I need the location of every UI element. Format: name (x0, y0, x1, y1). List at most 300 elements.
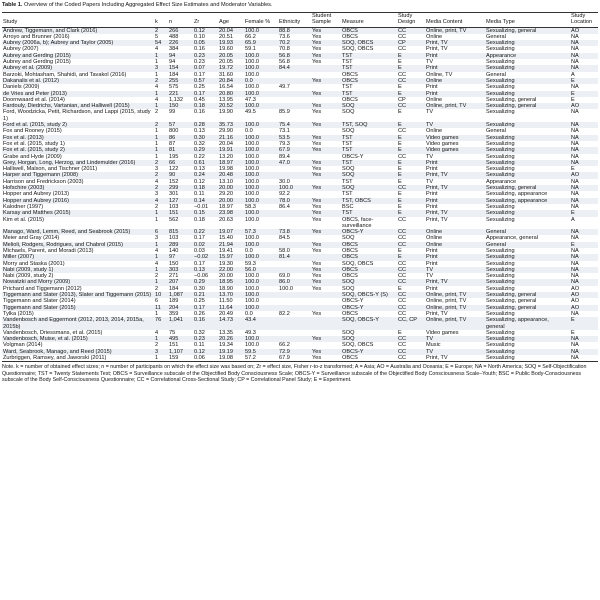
table-cell: 0.16 (193, 109, 218, 122)
table-cell: 70.8 (278, 46, 311, 52)
table-cell: NA (570, 34, 598, 40)
table-cell: 2 (154, 342, 168, 348)
table-cell: OBCS-Y (341, 349, 397, 355)
table-cell: 49.3 (244, 330, 278, 336)
table-cell: Fox et al. (2013) (2, 135, 154, 141)
column-header: Age (218, 13, 244, 28)
table-cell: 47.0 (278, 160, 311, 166)
table-cell: 85.9 (278, 109, 311, 122)
table-cell: Online, print, TV (425, 103, 485, 109)
table-cell: CC (397, 185, 425, 191)
table-cell: Karsay and Matthes (2015) (2, 210, 154, 216)
table-cell: 152 (168, 179, 193, 185)
table-cell: E (570, 242, 598, 248)
table-cell: 13.35 (218, 330, 244, 336)
table-cell: E (397, 109, 425, 122)
table-cell: 299 (168, 185, 193, 191)
table-cell: 0.17 (193, 261, 218, 267)
table-cell: 100.0 (244, 185, 278, 191)
table-cell: NA (570, 248, 598, 254)
table-cell: 151 (168, 210, 193, 216)
table-cell: 127 (168, 198, 193, 204)
table-cell: 1 (154, 154, 168, 160)
table-cell: Yes (311, 217, 341, 230)
table-cell: 100.0 (244, 103, 278, 109)
table-cell: E (397, 191, 425, 197)
table-cell: Ward, Seabrook, Manago, and Reed (2015) (2, 349, 154, 355)
table-cell: Yes (311, 229, 341, 235)
table-cell: TV (425, 267, 485, 273)
table-cell: 0.26 (193, 311, 218, 317)
table-cell: OBCS-Y (341, 154, 397, 160)
table-note: Note. k = number of obtained effect sizes; n = number of participants on which the effect size was based on; Zr = effect size, Fisher r-to-z transformed; A = Asia; AO = Australia and Oceania; E = Europe; NA = North America; SOQ = Self-Objectification Questionnaire; TST = Twenty Statements Test; OBCS = Surveillance subscale of the Objectified Body Consciousness Scale; OBCS-Y = Surveillance subscale of the Objectified Body Consciousness Scale–Youth; BSC = Public Body-Consciousness subscale of the Body Self-Consciousness Questionnaire; CC = Correlational Cross-Sectional Study; CP = Correlational Panel Study; E = Experiment. (2, 364, 587, 384)
table-cell: OBCS (341, 97, 397, 103)
table-cell: 19.60 (218, 46, 244, 52)
table-cell: Hopper and Aubrey (2016) (2, 198, 154, 204)
table-cell: 19.34 (218, 342, 244, 348)
table-cell: Print (425, 254, 485, 260)
table-cell: 67.9 (278, 355, 311, 362)
table-cell: 57 (168, 122, 193, 128)
table-cell: 2 (154, 160, 168, 166)
table-cell: 86 (168, 135, 193, 141)
table-cell: 2 (154, 172, 168, 178)
table-cell: 56.0 (244, 267, 278, 273)
table-cell: 20.00 (218, 185, 244, 191)
table-cell: 151 (168, 342, 193, 348)
table-cell: OBCS (341, 34, 397, 40)
table-cell: TST (341, 210, 397, 216)
table-cell: 575 (168, 84, 193, 90)
table-cell: TV (425, 59, 485, 65)
table-cell: Sexualizing (485, 248, 570, 254)
table-cell: NA (570, 349, 598, 355)
table-cell: 122 (168, 166, 193, 172)
table-cell: 4 (154, 198, 168, 204)
table-cell: TST (341, 179, 397, 185)
table-cell: 4 (154, 261, 168, 267)
table-cell: 58.3 (244, 204, 278, 210)
table-cell: NA (570, 53, 598, 59)
table-cell: Barzoki, Mohtasham, Shahidi, and Tavakol (2016) (2, 72, 154, 78)
table-cell: Yes (311, 135, 341, 141)
table-cell: 94 (168, 53, 193, 59)
table-cell: 92.2 (278, 191, 311, 197)
table-cell: 0.06 (193, 355, 218, 362)
table-cell: 0.17 (193, 91, 218, 97)
table-cell: 154 (168, 65, 193, 71)
table-cell: 59.5 (244, 349, 278, 355)
table-cell: General (485, 128, 570, 134)
table-cell: 49.7 (278, 84, 311, 90)
table-cell: Video games (425, 147, 485, 153)
table-cell: Sexualizing (485, 154, 570, 160)
table-cell: SOQ, OBCS (341, 261, 397, 267)
table-cell: 29.20 (218, 191, 244, 197)
table-cell: Online (425, 235, 485, 241)
column-header: Study Location (570, 13, 598, 28)
table-cell: 2 (154, 185, 168, 191)
table-cell: 0.15 (193, 210, 218, 216)
table-cell: NA (570, 254, 598, 260)
table-cell: CC, CP (397, 317, 425, 330)
table-cell: Print (425, 160, 485, 166)
table-cell: CC (397, 349, 425, 355)
table-cell: NA (570, 179, 598, 185)
table-cell: Print (425, 84, 485, 90)
table-cell: Print, TV (425, 279, 485, 285)
table-cell: 0.24 (193, 172, 218, 178)
table-cell: 0.11 (193, 342, 218, 348)
studies-table (2, 12, 598, 362)
table-cell: E (397, 91, 425, 97)
table-cell: 0.03 (193, 248, 218, 254)
table-cell: Online (425, 97, 485, 103)
table-cell: 103 (168, 235, 193, 241)
table-cell: 67.9 (278, 147, 311, 153)
table-cell: Sexualizing, general (485, 97, 570, 103)
table-cell: 2 (154, 204, 168, 210)
table-cell: Sexualizing (485, 267, 570, 273)
table-cell: Sexualizing (485, 342, 570, 348)
table-cell: Fox et al. (2015, study 1) (2, 141, 154, 147)
table-cell: 0.16 (193, 46, 218, 52)
table-cell: CC (397, 46, 425, 52)
table-cell: 22.00 (218, 267, 244, 273)
table-cell: 20.51 (218, 34, 244, 40)
table-cell: TST (341, 84, 397, 90)
column-header: k (154, 13, 168, 28)
table-cell: 19.19 (218, 349, 244, 355)
table-cell: Online, TV (425, 72, 485, 78)
table-cell: CC (397, 229, 425, 235)
table-cell: TV (425, 122, 485, 128)
table-cell: 0.23 (193, 53, 218, 59)
table-cell: 19.72 (218, 65, 244, 71)
table-cell: E (570, 330, 598, 336)
table-cell: 73.8 (278, 229, 311, 235)
table-cell: SOQ, OBCS-Y (341, 317, 397, 330)
table-cell: Andrew, Tiggemann, and Clark (2016) (2, 27, 154, 34)
table-cell: General (485, 229, 570, 235)
table-cell: Halliwell, Malson, and Tischner (2011) (2, 166, 154, 172)
table-cell: 226 (168, 40, 193, 46)
table-cell: 0.13 (193, 166, 218, 172)
table-cell: 4 (154, 97, 168, 103)
table-cell: NA (570, 128, 598, 134)
table-cell: 0.17 (193, 235, 218, 241)
table-cell: 53.5 (278, 135, 311, 141)
table-cell: Appearance, general (485, 235, 570, 241)
table-cell: 0.22 (193, 154, 218, 160)
table-cell: Sexualizing (485, 46, 570, 52)
table-cell: 29.90 (218, 128, 244, 134)
table-cell: 73.1 (278, 128, 311, 134)
table-cell: 207 (168, 279, 193, 285)
table-cell: Vandenbosch and Eggermont (2012, 2013, 2014, 2015a, 2015b) (2, 317, 154, 330)
table-cell: 195 (168, 154, 193, 160)
table-cell: Melioli, Rodgers, Rodrigues, and Chabrol (2015) (2, 242, 154, 248)
table-cell: E (397, 141, 425, 147)
table-cell: Sexualizing (485, 279, 570, 285)
table-cell: 100.0 (244, 242, 278, 248)
table-cell: AO (570, 292, 598, 298)
table-cell: Sexualizing (485, 330, 570, 336)
table-cell: E (397, 254, 425, 260)
table-cell: 20.48 (218, 172, 244, 178)
table-cell: Yes (311, 204, 341, 210)
table-cell: SOQ (341, 286, 397, 292)
table-cell: 100.0 (244, 122, 278, 128)
table-cell: Sexualizing (485, 109, 570, 122)
table-cell: CC (397, 342, 425, 348)
table-cell: Kim et al. (2015) (2, 217, 154, 230)
table-cell: TST (341, 141, 397, 147)
column-header: Study Design (397, 13, 425, 28)
table-cell: E (397, 286, 425, 292)
table-cell: 1 (154, 141, 168, 147)
table-cell: Yes (311, 160, 341, 166)
table-cell: NA (570, 198, 598, 204)
table-cell: 100.0 (244, 135, 278, 141)
table-cell: E (397, 172, 425, 178)
table-cell: 1 (154, 128, 168, 134)
table-cell: Yes (311, 46, 341, 52)
table-cell: 100.0 (244, 179, 278, 185)
table-cell: Yes (311, 336, 341, 342)
table-cell: E (397, 198, 425, 204)
table-cell: 75 (168, 330, 193, 336)
table-cell: Print, TV (425, 46, 485, 52)
table-cell: Print (425, 198, 485, 204)
table-cell: 21.16 (218, 135, 244, 141)
table-cell: 0.18 (193, 217, 218, 230)
table-cell: E (570, 78, 598, 84)
table-cell: Sexualizing (485, 59, 570, 65)
table-cell: 66 (168, 160, 193, 166)
table-cell: 11.50 (218, 298, 244, 304)
table-cell: Sexualizing (485, 217, 570, 230)
table-cell: 1 (154, 311, 168, 317)
table-cell: NA (570, 141, 598, 147)
table-cell: 562 (168, 217, 193, 230)
table-cell: 0.12 (193, 27, 218, 34)
table-cell: NA (570, 279, 598, 285)
table-cell: CC (397, 261, 425, 267)
table-cell: 31.60 (218, 72, 244, 78)
table-cell: Yes (311, 210, 341, 216)
table-cell: 59.3 (244, 261, 278, 267)
table-cell: AO (570, 27, 598, 34)
table-cell: Aubrey and Gerding (2015) (2, 53, 154, 59)
table-cell: TST (341, 135, 397, 141)
table-cell: Grabe and Hyde (2009) (2, 154, 154, 160)
table-cell: 1 (154, 53, 168, 59)
table-cell: Print (425, 191, 485, 197)
table-cell: 18.97 (218, 160, 244, 166)
table-cell: Yes (311, 34, 341, 40)
table-cell: Appearance (485, 53, 570, 59)
table-cell: 0.14 (193, 198, 218, 204)
table-cell (278, 217, 311, 230)
table-cell: Sexualizing (485, 254, 570, 260)
table-cell: 1 (154, 210, 168, 216)
table-cell: 100.0 (244, 217, 278, 230)
table-cell: Sexualizing (485, 141, 570, 147)
table-cell: E (570, 166, 598, 172)
table-cell: 100.0 (244, 336, 278, 342)
table-cell: 100.0 (244, 292, 278, 298)
table-cell: OBCS (341, 273, 397, 279)
table-cell: 19.08 (218, 355, 244, 362)
table-cell: 189 (168, 298, 193, 304)
table-cell: SOQ (341, 172, 397, 178)
table-cell: 100.0 (244, 254, 278, 260)
table-cell: 800 (168, 128, 193, 134)
table-cell: Sexualizing (485, 204, 570, 210)
table-cell: NA (570, 235, 598, 241)
table-row (2, 27, 598, 34)
table-cell: TST (341, 91, 397, 97)
table-cell: CC (397, 242, 425, 248)
table-cell: Yes (311, 59, 341, 65)
table-cell: Fox et al. (2015, study 2) (2, 147, 154, 153)
table-cell: OBCS (341, 267, 397, 273)
table-cell: Nabi (2009, study 2) (2, 273, 154, 279)
table-cell: 59.1 (244, 46, 278, 52)
table-cell: A (570, 217, 598, 230)
table-cell: 0.17 (193, 72, 218, 78)
table-cell: E (397, 248, 425, 254)
table-cell: Sexualizing (485, 286, 570, 292)
table-cell: Yes (311, 166, 341, 172)
table-cell: 88.8 (278, 27, 311, 34)
table-cell: 0.23 (193, 59, 218, 65)
table-cell: NA (570, 122, 598, 128)
table-cell: 4 (154, 248, 168, 254)
table-cell: 19.07 (218, 229, 244, 235)
table-cell: General (485, 242, 570, 248)
table-cell: NA (570, 261, 598, 267)
table-cell: 30.0 (278, 179, 311, 185)
table-cell: Ford, Woodzicka, Petit, Richardson, and Lappi (2015, study 1) (2, 109, 154, 122)
table-cell: TV (425, 179, 485, 185)
table-cell: 57.2 (244, 355, 278, 362)
table-cell: NA (570, 336, 598, 342)
table-cell: E (397, 84, 425, 90)
table-cell: 2 (154, 27, 168, 34)
table-cell: Nabi (2009, study 1) (2, 267, 154, 273)
table-cell: Print, TV (425, 172, 485, 178)
table-cell: Sexualizing, general (485, 292, 570, 298)
table-cell: Print (425, 65, 485, 71)
table-cell: 13.95 (218, 97, 244, 103)
table-cell: CC (397, 235, 425, 241)
table-cell: CC (397, 78, 425, 84)
table-cell: NA (570, 109, 598, 122)
table-cell: Yes (311, 273, 341, 279)
table-cell: 0.16 (193, 317, 218, 330)
table-cell: Manago, Ward, Lemm, Reed, and Seabrook (2015) (2, 229, 154, 235)
table-cell: NA (570, 135, 598, 141)
table-cell: 1 (154, 147, 168, 153)
table-cell: Michaels, Parent, and Moradi (2013) (2, 248, 154, 254)
table-cell: Daniels (2009) (2, 84, 154, 90)
column-header: n (168, 13, 193, 28)
table-cell: Online, print, TV (425, 27, 485, 34)
table-cell: E (397, 65, 425, 71)
table-cell: TST (341, 65, 397, 71)
table-cell: General (485, 34, 570, 40)
table-cell: Online, print, TV (425, 317, 485, 330)
table-cell: 43.4 (244, 317, 278, 330)
table-cell: 100.0 (244, 198, 278, 204)
table-cell: Sexualizing, appearance (485, 198, 570, 204)
table-cell: Sexualizing (485, 160, 570, 166)
table-row (2, 355, 598, 362)
table-cell: Tiggemann and Slater (2013), Slater and Tiggemann (2015) (2, 292, 154, 298)
table-cell: 19.91 (218, 147, 244, 153)
table-cell: 20.52 (218, 103, 244, 109)
table-cell: 13.10 (218, 179, 244, 185)
table-cell: 20.00 (218, 198, 244, 204)
table-cell: CC (397, 27, 425, 34)
table-cell: 0.32 (193, 330, 218, 336)
table-cell: TST (341, 53, 397, 59)
table-cell: Yes (311, 242, 341, 248)
table-cell: Yes (311, 198, 341, 204)
table-cell: Yes (311, 185, 341, 191)
table-cell: Print, TV (425, 210, 485, 216)
table-cell: 255 (168, 78, 193, 84)
table-cell: Sexualizing (485, 210, 570, 216)
table-cell: 89.4 (278, 154, 311, 160)
table-cell: 6 (154, 298, 168, 304)
table-cell: Vandenbosch, Muise, et al. (2015) (2, 336, 154, 342)
table-cell: Sexualizing (485, 166, 570, 172)
table-cell: 100.0 (244, 286, 278, 292)
table-cell: 0.11 (193, 191, 218, 197)
table-cell: Sexualizing (485, 311, 570, 317)
table-cell: 2 (154, 122, 168, 128)
table-cell: TV (425, 273, 485, 279)
table-cell: Video games (425, 135, 485, 141)
table-cell: Yes (311, 311, 341, 317)
table-cell: Meier and Gray (2014) (2, 235, 154, 241)
table-cell: Yes (311, 261, 341, 267)
table-cell: Nowatzki and Morry (2009) (2, 279, 154, 285)
table-cell: Sexualizing, general (485, 305, 570, 311)
table-cell: 0.0 (244, 248, 278, 254)
table-cell: OBCS (341, 242, 397, 248)
table-cell: −0.01 (193, 204, 218, 210)
table-cell: 1 (154, 267, 168, 273)
table-cell: 150 (168, 103, 193, 109)
table-cell: Appearance (485, 179, 570, 185)
table-cell: OBCS (341, 27, 397, 34)
table-cell: Sexualizing, appearance (485, 191, 570, 197)
header-row (2, 13, 598, 28)
table-cell: E (397, 179, 425, 185)
table-cell: 86.0 (278, 279, 311, 285)
table-cell: 4 (154, 330, 168, 336)
table-cell: Harrison and Fredrickson (2003) (2, 179, 154, 185)
table-cell: 0.02 (193, 242, 218, 248)
table-cell: TV (425, 336, 485, 342)
table-cell: Prichard and Tiggemann (2012) (2, 286, 154, 292)
table-cell: Yes (311, 267, 341, 273)
table-cell: 0.0 (244, 311, 278, 317)
